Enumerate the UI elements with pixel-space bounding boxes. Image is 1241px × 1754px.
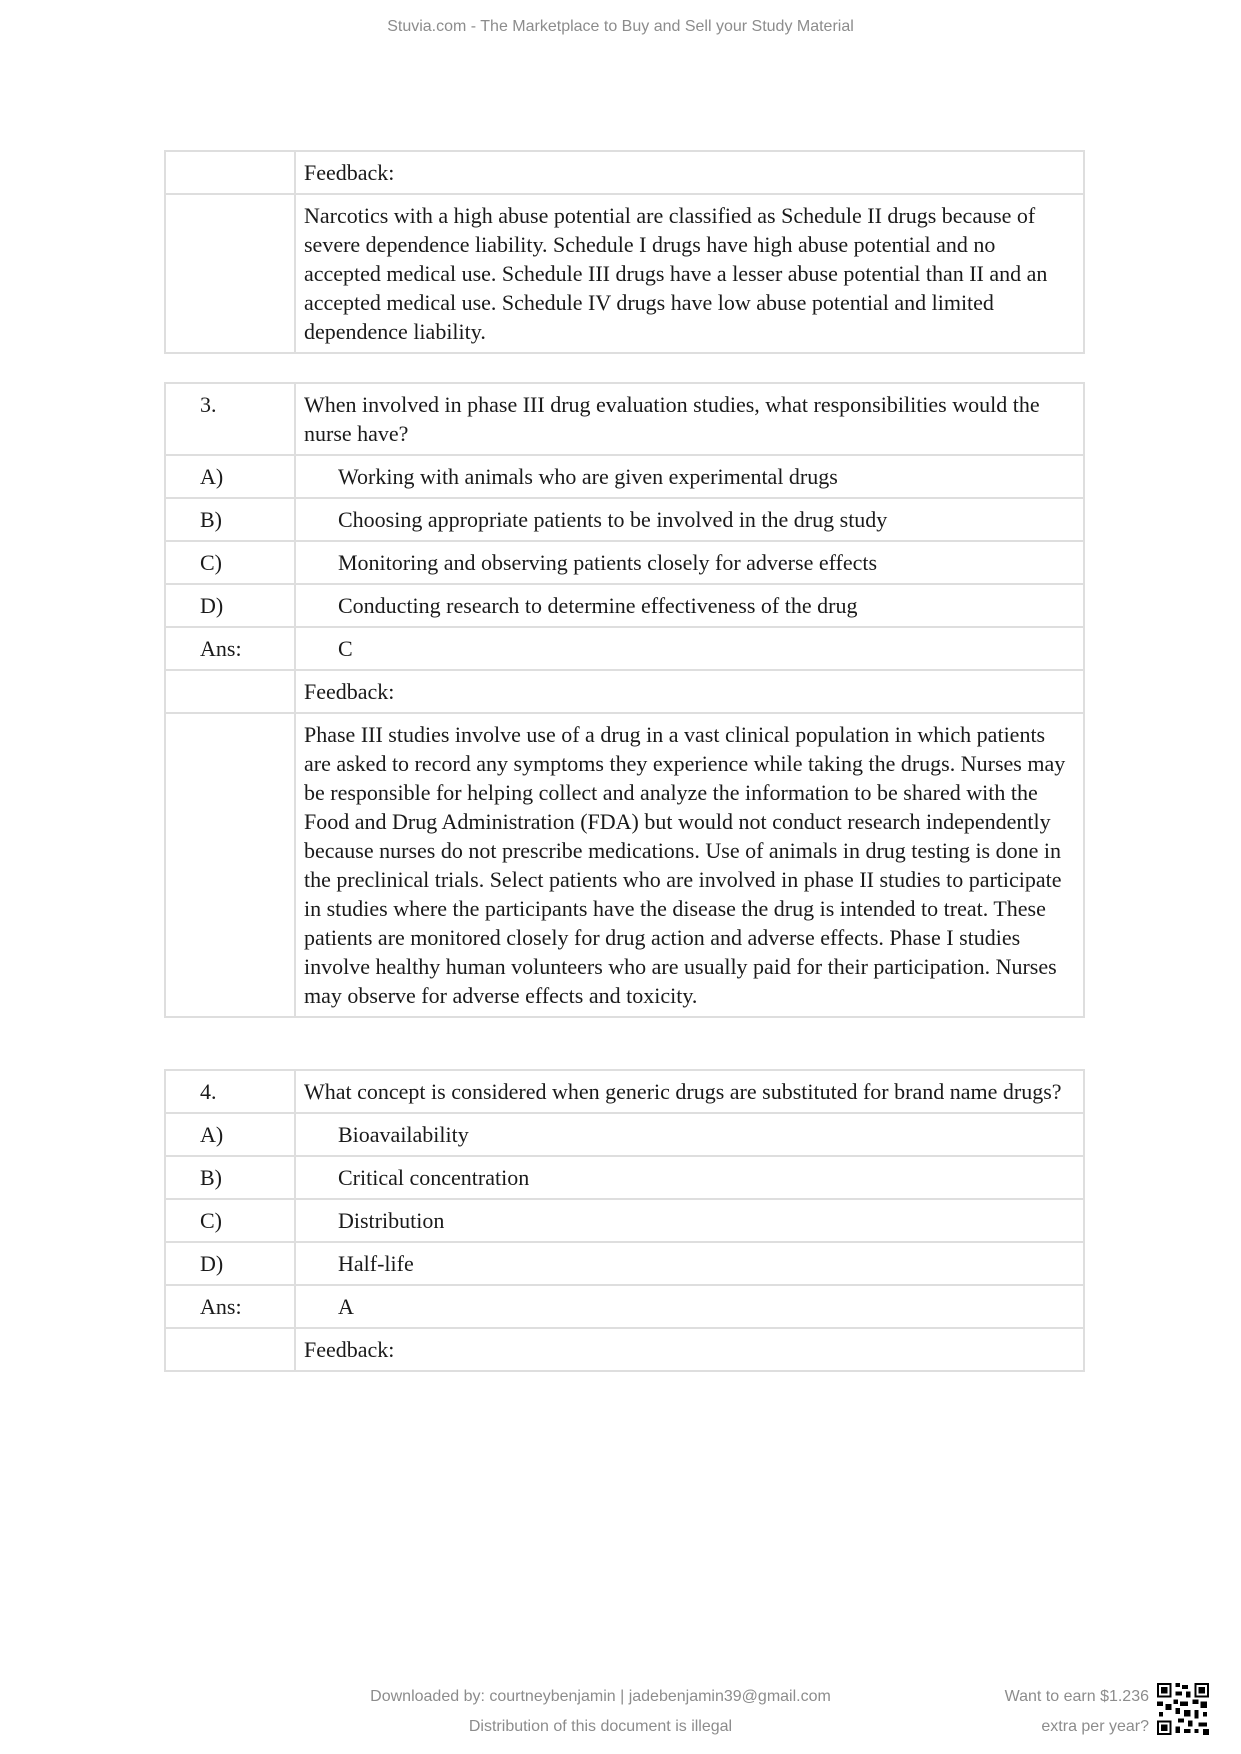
option-label: D)	[165, 1242, 295, 1285]
question-row	[165, 1070, 1084, 1113]
empty-cell	[165, 670, 295, 713]
answer-label: Ans:	[165, 627, 295, 670]
feedback-text: Narcotics with a high abuse potential are classified as Schedule II drugs because of severe dependence liability. Schedule I drugs have high abuse potential and no accepted medical use. Schedule III drugs have a lesser abuse potential than II and an accepted medical use. Schedule IV drugs have low abuse potential and limited dependence liability.	[295, 194, 1084, 353]
feedback-label: Feedback:	[295, 1328, 1084, 1371]
table-row	[165, 1328, 1084, 1371]
option-text: Working with animals who are given experimental drugs	[295, 455, 1084, 498]
answer-value: C	[295, 627, 1084, 670]
empty-cell	[165, 151, 295, 194]
option-row-c	[165, 1199, 1084, 1242]
option-text: Monitoring and observing patients closely for adverse effects	[295, 541, 1084, 584]
option-row-c	[165, 541, 1084, 584]
answer-row	[165, 1285, 1084, 1328]
question-text: What concept is considered when generic drugs are substituted for brand name drugs?	[295, 1070, 1084, 1113]
question-number: 3.	[165, 383, 295, 455]
option-row-d	[165, 584, 1084, 627]
answer-value: A	[295, 1285, 1084, 1328]
option-row-a	[165, 1113, 1084, 1156]
table-row	[165, 713, 1084, 1017]
option-row-b	[165, 498, 1084, 541]
option-label: A)	[165, 1113, 295, 1156]
option-text: Half-life	[295, 1242, 1084, 1285]
feedback-label: Feedback:	[295, 670, 1084, 713]
question-4-table	[164, 1069, 1085, 1372]
option-text: Choosing appropriate patients to be involved in the drug study	[295, 498, 1084, 541]
empty-cell	[165, 194, 295, 353]
option-label: C)	[165, 541, 295, 584]
answer-row	[165, 627, 1084, 670]
qr-code-icon[interactable]	[1157, 1683, 1209, 1735]
option-row-a	[165, 455, 1084, 498]
option-text: Conducting research to determine effectiveness of the drug	[295, 584, 1084, 627]
site-banner: Stuvia.com - The Marketplace to Buy and Sell your Study Material	[387, 18, 854, 35]
option-text: Distribution	[295, 1199, 1084, 1242]
downloaded-by-text: Downloaded by: courtneybenjamin | jadebenjamin39@gmail.com	[370, 1688, 831, 1705]
question-3-table	[164, 382, 1085, 1018]
option-row-b	[165, 1156, 1084, 1199]
earn-promo-link-2[interactable]: extra per year?	[1041, 1718, 1149, 1735]
option-row-d	[165, 1242, 1084, 1285]
table-row	[165, 151, 1084, 194]
question-2-feedback-table	[164, 150, 1085, 354]
option-label: B)	[165, 1156, 295, 1199]
option-label: C)	[165, 1199, 295, 1242]
option-label: A)	[165, 455, 295, 498]
answer-label: Ans:	[165, 1285, 295, 1328]
feedback-text: Phase III studies involve use of a drug in a vast clinical population in which patients are asked to record any symptoms they experience while taking the drugs. Nurses may be responsible for helping collect and analyze the information to be shared with the Food and Drug Administration (FDA) but would not conduct research independently because nurses do not prescribe medications. Use of animals in drug testing is done in the preclinical trials. Select patients who are involved in phase II studies to participate in studies where the participants have the disease the drug is intended to treat. These patients are monitored closely for drug action and adverse effects. Phase I studies involve healthy human volunteers who are usually paid for their participation. Nurses may observe for adverse effects and toxicity.	[295, 713, 1084, 1017]
table-row	[165, 194, 1084, 353]
table-row	[165, 670, 1084, 713]
distribution-notice: Distribution of this document is illegal	[468, 1718, 733, 1735]
empty-cell	[165, 713, 295, 1017]
option-label: D)	[165, 584, 295, 627]
empty-cell	[165, 1328, 295, 1371]
question-text: When involved in phase III drug evaluation studies, what responsibilities would the nurse have?	[295, 383, 1084, 455]
option-label: B)	[165, 498, 295, 541]
feedback-label: Feedback:	[295, 151, 1084, 194]
question-number: 4.	[165, 1070, 295, 1113]
earn-promo-link[interactable]: Want to earn $1.236	[1004, 1688, 1149, 1705]
option-text: Bioavailability	[295, 1113, 1084, 1156]
question-row	[165, 383, 1084, 455]
option-text: Critical concentration	[295, 1156, 1084, 1199]
